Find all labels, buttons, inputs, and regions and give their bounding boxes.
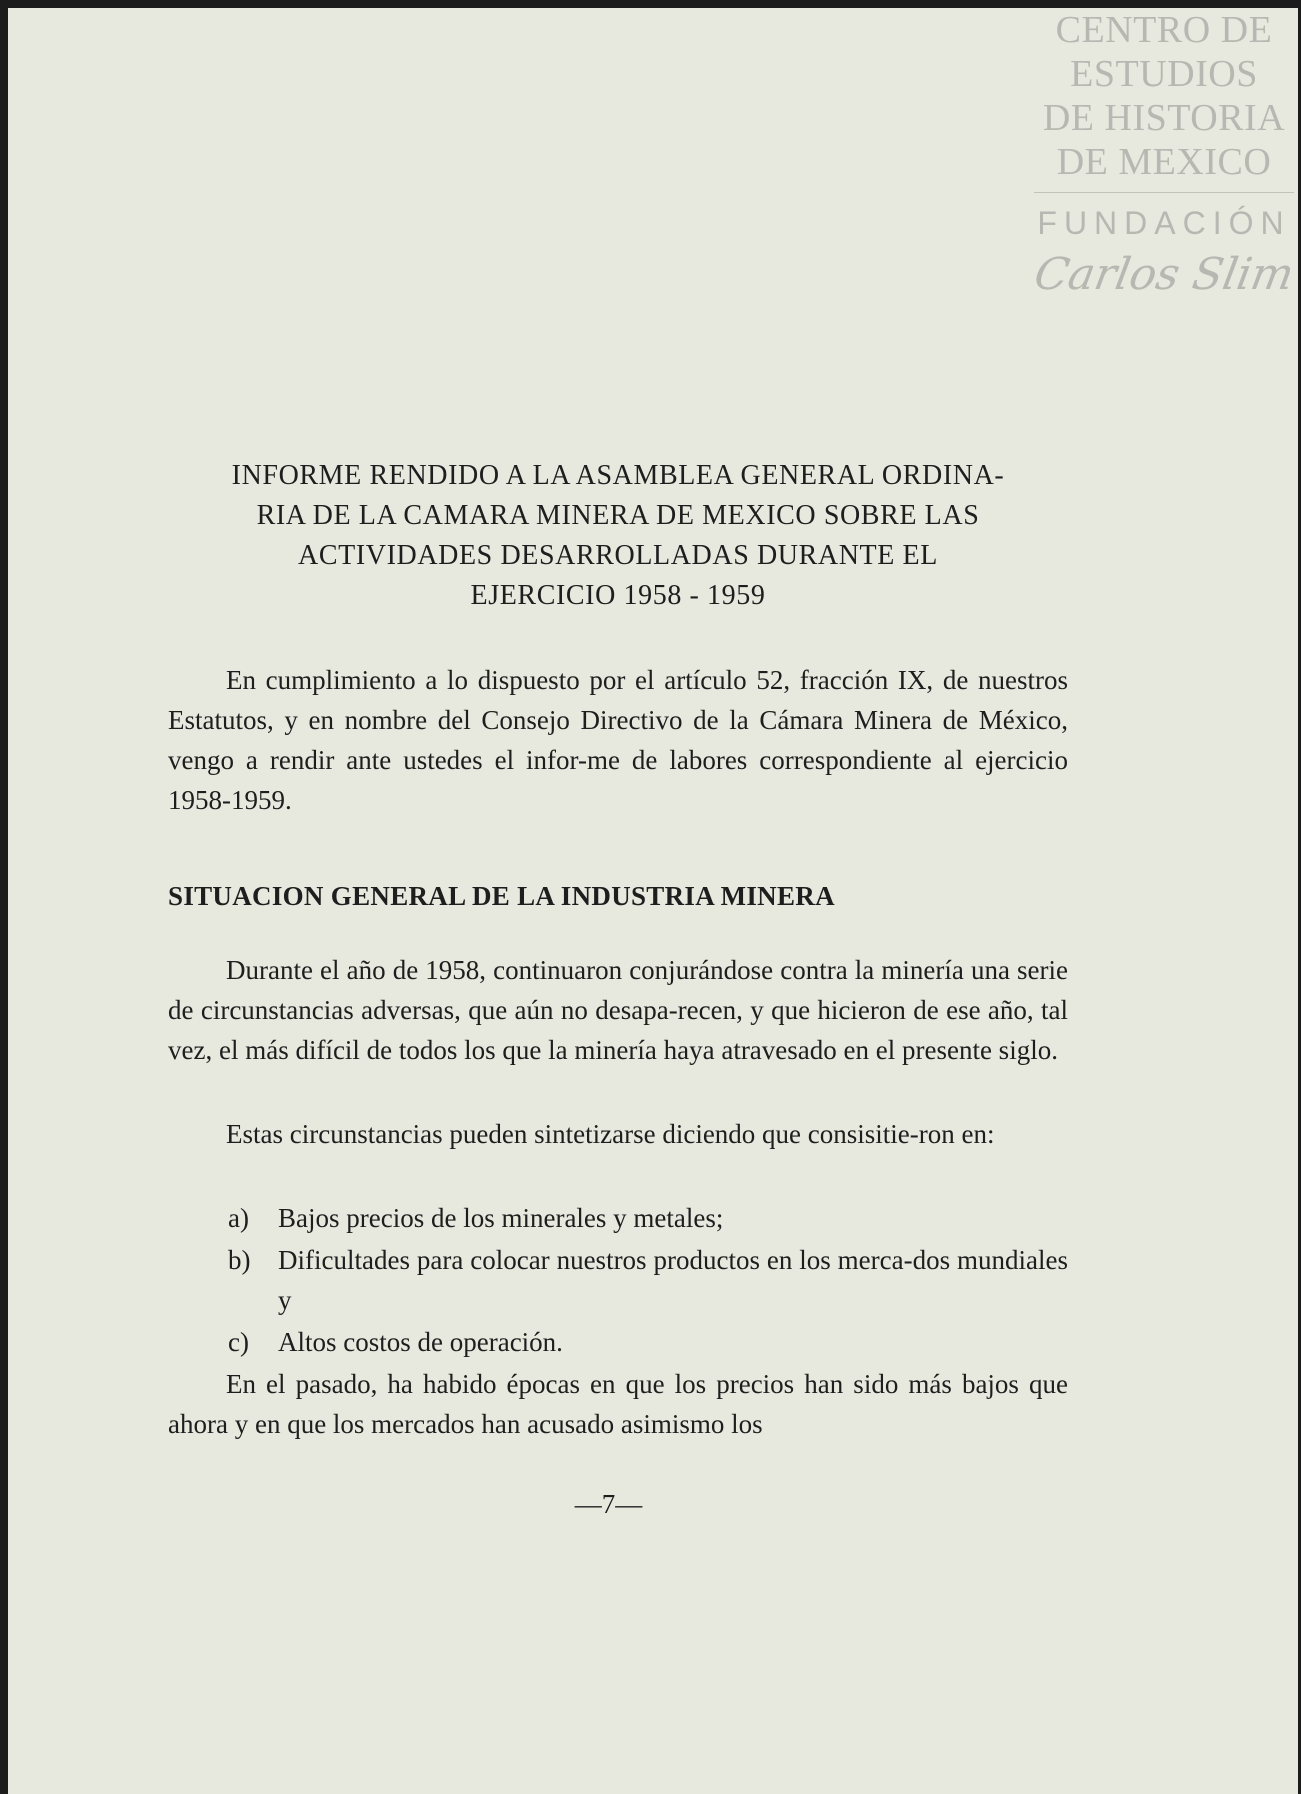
title-line: EJERCICIO 1958 - 1959 [470,580,766,611]
list-marker: a) [228,1203,249,1233]
watermark-line-4: DE MEXICO [1056,141,1272,183]
document-page [8,8,1298,1794]
title-line: RIA DE LA CAMARA MINERA DE MEXICO SOBRE LAS [256,500,980,531]
list-item [228,1240,1068,1320]
watermark-line-1: CENTRO DE [1055,9,1273,51]
title-line: ACTIVIDADES DESARROLLADAS DURANTE EL [298,540,938,571]
watermark-divider [1034,192,1294,193]
list-text: Dificultades para colocar nuestros productos en los merca-dos mundiales y [278,1245,1068,1315]
archive-watermark [1030,8,1298,303]
document-title [168,456,1068,616]
body-paragraph-2: Estas circunstancias pueden sintetizarse diciendo que consisitie-ron en: [226,1119,995,1149]
body-paragraph-1: Durante el año de 1958, continuaron conjurándose contra la minería una serie de circunstancias adversas, que aún no desapa-recen, y que hicieron de ese año, tal vez, el más difícil de todos los que la minería haya atravesado en el presente siglo. [168,955,1068,1065]
list-text: Bajos precios de los minerales y metales; [278,1203,724,1233]
intro-paragraph: En cumplimiento a lo dispuesto por el artículo 52, fracción IX, de nuestros Estatutos, y en nombre del Consejo Directivo de la Cámara Minera de México, vengo a rendir ante ustedes el infor-me de labores correspondiente al ejercicio 1958-1959. [168,665,1068,815]
watermark-signature-logo: Carlos Slim [1030,249,1298,300]
watermark-foundation: FUNDACIÓN [1037,205,1291,241]
title-line: INFORME RENDIDO A LA ASAMBLEA GENERAL ORDINA- [231,460,1005,491]
list-item [228,1322,1068,1362]
page-number: —7— [574,1489,643,1519]
watermark-line-3: DE HISTORIA [1042,97,1286,139]
list-marker: c) [228,1327,249,1357]
list-item [228,1198,1068,1238]
list-marker: b) [228,1245,251,1275]
watermark-line-2: ESTUDIOS [1070,53,1258,95]
list-text: Altos costos de operación. [278,1327,563,1357]
section-heading: SITUACION GENERAL DE LA INDUSTRIA MINERA [168,881,835,911]
body-paragraph-3: En el pasado, ha habido épocas en que los precios han sido más bajos que ahora y en que los mercados han acusado asimismo los [168,1369,1068,1439]
